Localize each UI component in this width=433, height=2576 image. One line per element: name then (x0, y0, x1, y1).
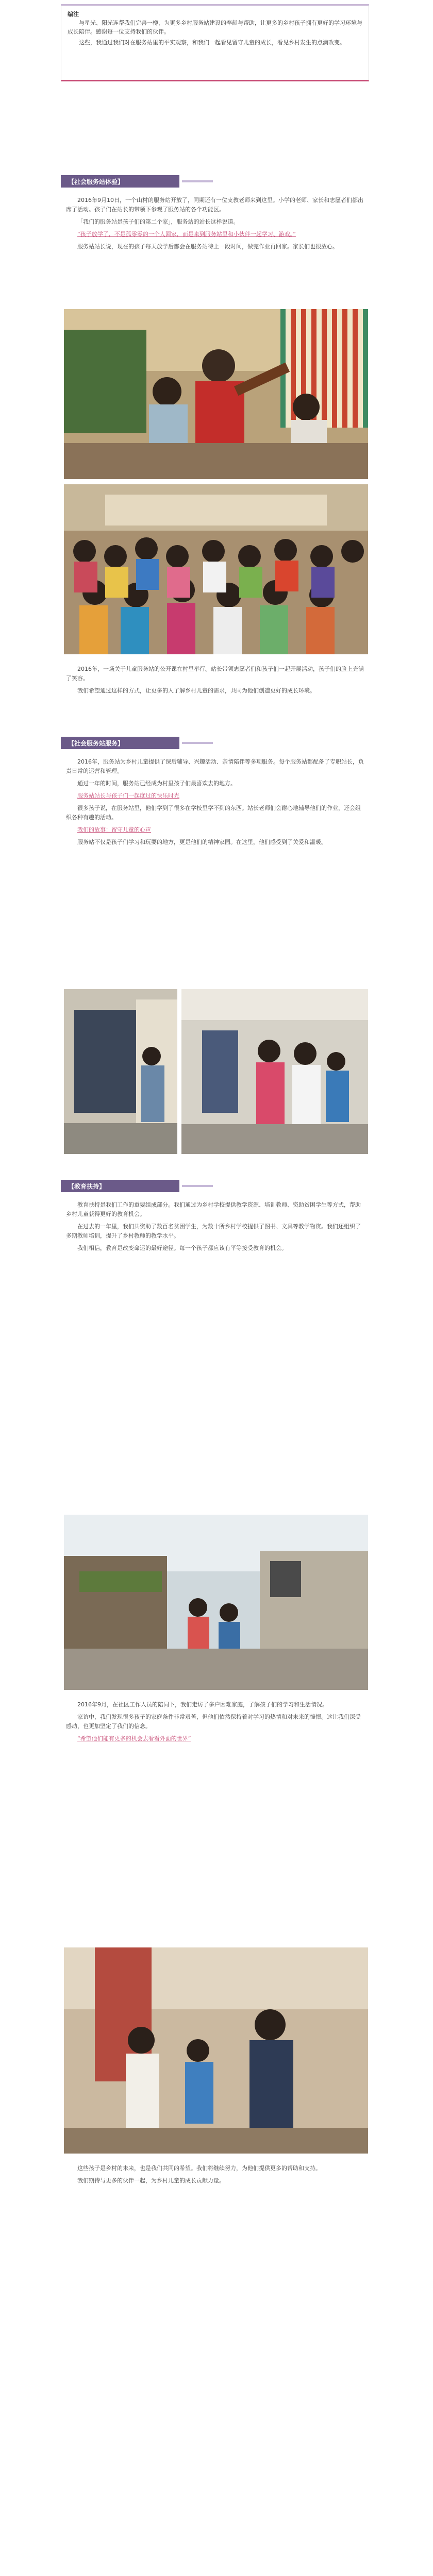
section-title: 【教育扶持】 (68, 1183, 106, 1190)
paragraph: 很多孩子说，在服务站里，他们学到了很多在学校里学不到的东西。站长老师们会耐心地辅导他们的作业，还会组织各种有趣的活动。 (66, 805, 361, 821)
paragraph: 「我们的服务站是孩子们的第二个家」，服务站的站长这样说道。 (77, 218, 239, 225)
section-3b-text (66, 1700, 365, 1747)
intro-lead: 编注 (68, 11, 79, 18)
photo-children-crowd (64, 484, 368, 654)
paragraph: 我们相信，教育是改变命运的最好途径。每一个孩子都应该有平等接受教育的机会。 (77, 1245, 287, 1251)
paragraph: 在过去的一年里，我们共资助了数百名贫困学生，为数十所乡村学校提供了图书、文具等教学物资。我们还组织了多期教师培训，提升了乡村教师的教学水平。 (66, 1223, 361, 1239)
paragraph: 2016年9月，在社区工作人员的陪同下，我们走访了多户困难家庭，了解孩子们的学习和生活情况。 (77, 1701, 328, 1708)
section-title: 【社会服务站体验】 (68, 178, 124, 185)
photo-mentor-children (64, 1947, 368, 2154)
quote-link[interactable]: “希望他们能有更多的机会去看看外面的世界” (77, 1735, 191, 1742)
paragraph: 2016年9月10日，一个山村的服务站开放了，同期还有一位支教老师来到这里。小学的老师、家长和志愿者们都出席了活动。孩子们在站长的带领下参观了服务站的各个功能区。 (66, 197, 363, 213)
paragraph: 我们希望通过这样的方式，让更多的人了解乡村儿童的需求，共同为他们创造更好的成长环境。 (77, 687, 315, 694)
photo-door-visit (64, 989, 177, 1154)
story-link[interactable]: 服务站站长与孩子们一起度过的快乐时光 (77, 792, 179, 799)
paragraph: 服务站不仅是孩子们学习和玩耍的地方，更是他们的精神家园。在这里，他们感受到了关爱和温暖。 (77, 839, 327, 845)
paragraph: 教育扶持是我们工作的重要组成部分。我们通过为乡村学校提供教学资源、培训教师、资助贫困学生等方式，帮助乡村儿童获得更好的教育机会。 (66, 1201, 361, 1217)
photo-home-visit (181, 989, 368, 1154)
paragraph: 家访中，我们发现很多孩子的家庭条件非常艰苦，但他们依然保持着对学习的热情和对未来的憧憬。这让我们深受感动，也更加坚定了我们的信念。 (66, 1714, 361, 1730)
section-1b-text (66, 665, 365, 699)
paragraph: 通过一年的时间，服务站已经成为村里孩子们最喜欢去的地方。 (77, 780, 236, 787)
story-link[interactable]: 我们的故事：留守儿童的心声 (77, 826, 151, 833)
section-title: 【社会服务站服务】 (68, 740, 124, 747)
paragraph: 这些孩子是乡村的未来，也是我们共同的希望。我们将继续努力，为他们提供更多的帮助和支持。 (77, 2165, 321, 2172)
section-header-1 (61, 175, 215, 188)
section-header-3 (61, 1180, 215, 1192)
intro-paragraph-2: 这些，我通过我们对在服务站里的平实观察，和我们一起看见留守儿童的成长，看见乡村发生的点滴改变。 (79, 39, 345, 46)
paragraph: 我们期待与更多的伙伴一起，为乡村儿童的成长贡献力量。 (77, 2177, 225, 2184)
section-3c-text (66, 2164, 365, 2189)
section-3-text (66, 1200, 365, 1256)
section-1-text (66, 196, 365, 255)
intro-box (61, 4, 369, 81)
paragraph: 服务站站长说，现在的孩子每天放学后都会在服务站待上一段时间，做完作业再回家。家长们也很放心。 (77, 243, 338, 250)
paragraph: 2016年，一场关于儿童服务站的公开课在村里举行。站长带领志愿者们和孩子们一起开展活动，孩子们的脸上充满了笑容。 (66, 666, 364, 682)
paragraph: 2016年，服务站为乡村儿童提供了课后辅导、兴趣活动、亲情陪伴等多项服务。每个服务站都配备了专职站长，负责日常的运营和管理。 (66, 758, 364, 774)
photo-village-street (64, 1515, 368, 1690)
quote-link[interactable]: “孩子放学了，不是孤零零的一个人回家，而是来到服务站里和小伙伴一起学习、游戏。” (77, 231, 296, 238)
intro-paragraph-1: 与星光、阳光连帮我们完善一樽，为更多乡村服务站建设的奉献与帮助，让更多的乡村孩子拥有更好的学习环境与成长陪伴。感谢每一位支持我们的伙伴。 (68, 20, 362, 35)
section-2-text (66, 757, 365, 850)
section-header-2 (61, 737, 215, 749)
photo-violin-student (64, 309, 368, 479)
